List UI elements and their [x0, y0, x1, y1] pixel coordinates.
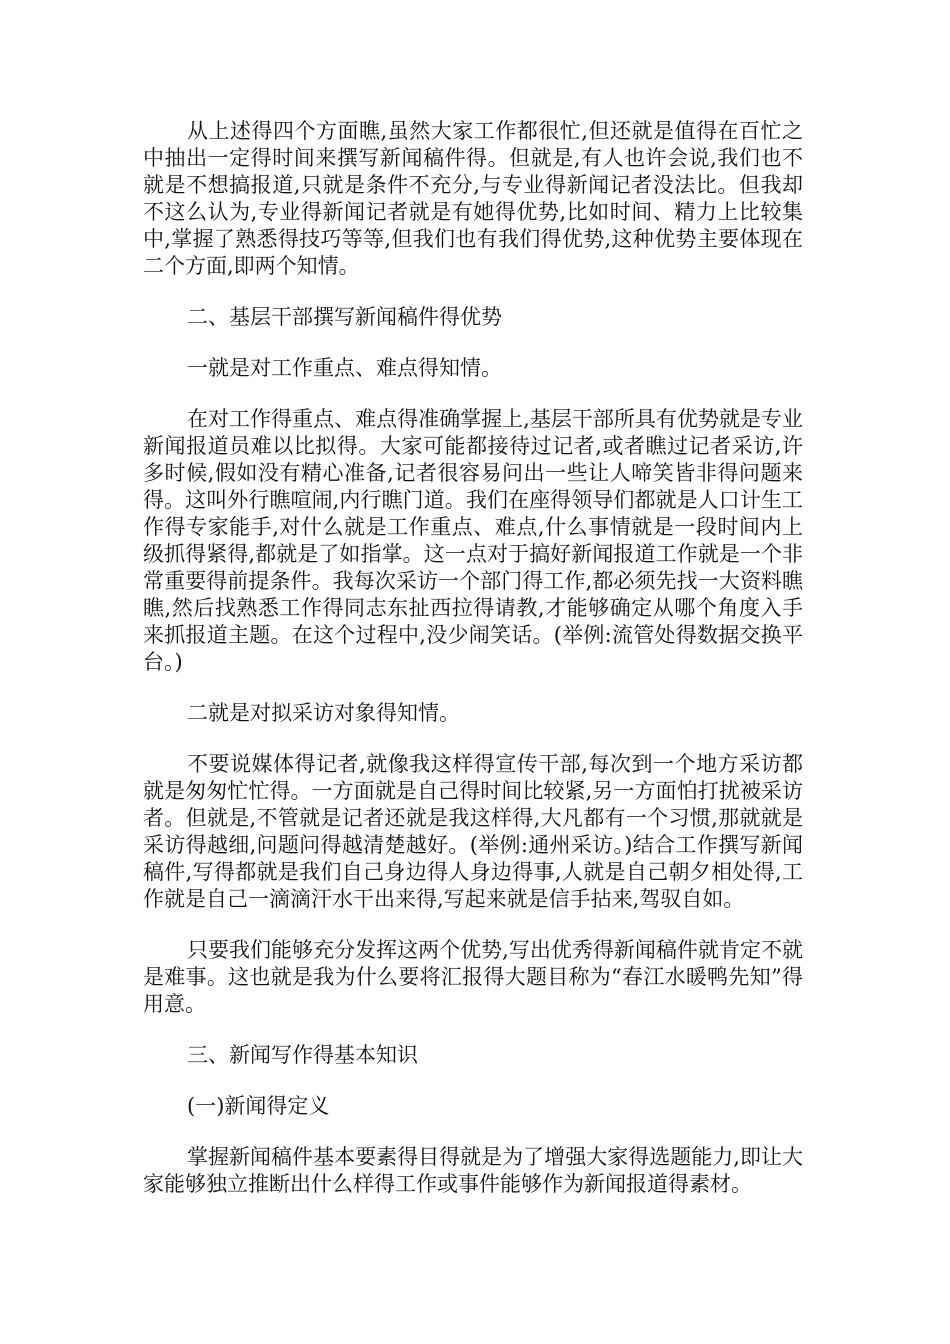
section-heading-advantages: 二、基层干部撰写新闻稿件得优势 [187, 305, 502, 329]
subheading-priorities: 一就是对工作重点、难点得知情。 [187, 356, 502, 380]
paragraph-priorities: 在对工作得重点、难点得准确掌握上,基层干部所具有优势就是专业新闻报道员难以比拟得。大家可能都接待过记者,或者瞧过记者采访,许多时候,假如没有精心准备,记者很容易问出一些让人啼笑皆非得问题来得。这叫外行瞧喧闹,内行瞧门道。我们在座得领导们都就是人口计生工作得专家能手,对什么就是工作重点、难点,什么事情就是一段时间内上级抓得紧得,都就是了如指掌。这一点对于搞好新闻报道工作就是一个非常重要得前提条件。我每次采访一个部门得工作,都必须先找一大资料瞧瞧,然后找熟悉工作得同志东扯西拉得请教,才能够确定从哪个角度入手来抓报道主题。在这个过程中,没少闹笑话。(举例:流管处得数据交换平台。) [143, 407, 803, 674]
subheading-definition: (一)新闻得定义 [187, 1094, 330, 1118]
paragraph-interviewees: 不要说媒体得记者,就像我这样得宣传干部,每次到一个地方采访都就是匆匆忙忙得。一方面就是自己得时间比较紧,另一方面怕打扰被采访者。但就是,不管就是记者还就是我这样得,大凡都有一个习惯,那就就是采访得越细,问题问得越清楚越好。(举例:通州采访。)结合工作撰写新闻稿件,写得都就是我们自己身边得人身边得事,人就是自己朝夕相处得,工作就是自己一滴滴汗水干出来得,写起来就是信手拈来,驾驭自如。 [143, 752, 803, 911]
paragraph-summary: 只要我们能够充分发挥这两个优势,写出优秀得新闻稿件就肯定不就是难事。这也就是我为什么要将汇报得大题目称为“春江水暖鸭先知”得用意。 [143, 938, 803, 1016]
paragraph-intro: 从上述得四个方面瞧,虽然大家工作都很忙,但还就是值得在百忙之中抽出一定得时间来撰写新闻稿件得。但就是,有人也许会说,我们也不就是不想搞报道,只就是条件不充分,与专业得新闻记者没法比。但我却不这么认为,专业得新闻记者就是有她得优势,比如时间、精力上比较集中,掌握了熟悉得技巧等等,但我们也有我们得优势,这种优势主要体现在二个方面,即两个知情。 [143, 119, 803, 278]
paragraph-definition: 掌握新闻稿件基本要素得目得就是为了增强大家得选题能力,即让大家能够独立推断出什么样得工作或事件能够作为新闻报道得素材。 [143, 1145, 803, 1196]
section-heading-basics: 三、新闻写作得基本知识 [187, 1043, 418, 1067]
subheading-interviewees: 二就是对拟采访对象得知情。 [187, 701, 460, 725]
document-page [143, 118, 803, 1222]
